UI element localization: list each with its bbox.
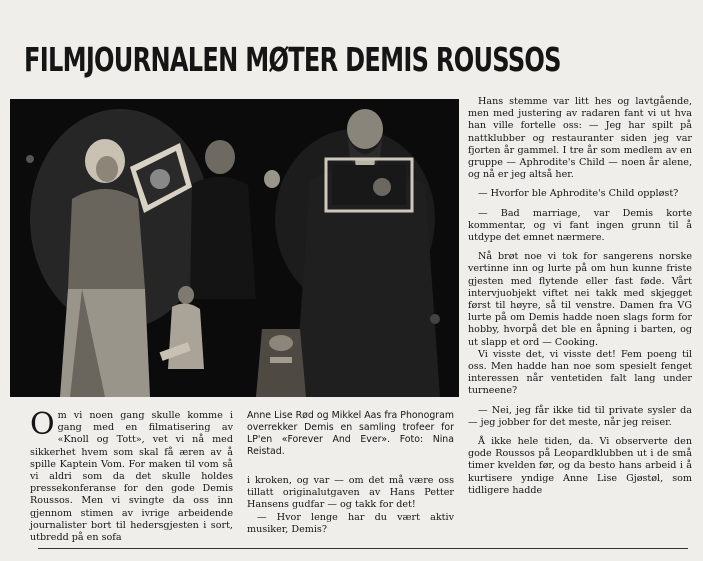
article-column-2	[247, 410, 454, 536]
body-paragraph: i kroken, og var — om det må være oss tillatt originalutgaven av Hans Petter Hansens gudfar — og takk for det!	[247, 475, 454, 511]
body-paragraph: — Hvorfor ble Aphrodite's Child oppløst?	[478, 188, 679, 200]
drop-cap: O	[30, 407, 55, 442]
article-column-1	[30, 407, 233, 544]
body-paragraph: — Nei, jeg får ikke tid til private sysler da — jeg jobber for det meste, når jeg reiser.	[468, 404, 692, 428]
concert-stage-photo	[10, 99, 459, 397]
headline: FILMJOURNALEN MØTER DEMIS ROUSSOS	[24, 40, 561, 79]
article-column-3	[468, 96, 692, 497]
body-paragraph: Nå brøt noe vi tok for sangerens norske vertinne inn og lurte på om hun kunne friste gjesten med flytende eller fast føde. Vårt intervjuobjekt viftet nei takk med skjegget først til høyre, så til venstre. Damen fra VG lurte på om Demis hadde noen slags form for hobby, hvorpå det ble en åpning i barten, og ut slapp et ord — Cooking.	[468, 251, 692, 348]
body-paragraph: — Bad marriage, var Demis korte kommentar, og vi fant ingen grunn til å utdype det emnet nærmere.	[468, 207, 692, 244]
body-paragraph: Å ikke hele tiden, da. Vi observerte den gode Roussos på Leopardklubben ut i de små timer kvelden før, og da besto hans arbeid i å kurtisere yndige Anne Lise Gjøstøl, som tidligere hadde	[468, 436, 692, 496]
body-paragraph: Hans stemme var litt hes og lavtgående, men med justering av radaren fant vi ut hva han ville fortelle oss: — Jeg har spilt på nattklubber og restauranter siden jeg var fjorten år gammel. I tre år som medlem av en gruppe — Aphrodite's Child — noen år alene, og nå er jeg altså her.	[468, 96, 692, 181]
intro-paragraph: m vi noen gang skulle komme i gang med en filmatisering av «Knoll og Tott», vet vi nå med sikkerhet hvem som skal få æren av å spille Kaptein Vom. For maken til vom så vi aldri som da det skulle holdes pressekonferanse for den gode Demis Roussos. Men vi svingte da oss inn gjennom stimen av ivrige arbeidende journalister bort til hedersgjesten i sort, utbredd på en sofa	[30, 410, 233, 544]
bottom-rule	[38, 548, 688, 549]
body-paragraph: — Hvor lenge har du vært aktiv musiker, Demis?	[247, 511, 454, 535]
body-paragraph: Vi visste det, vi visste det! Fem poeng til oss. Men hadde han noe som spesielt fenget interessen når ventetiden falt lang under turneene?	[468, 348, 692, 397]
photo-caption: Anne Lise Rød og Mikkel Aas fra Phonogram overrekker Demis en samling trofeer for LP'en «Forever And Ever». Foto: Nina Reistad.	[247, 410, 454, 457]
